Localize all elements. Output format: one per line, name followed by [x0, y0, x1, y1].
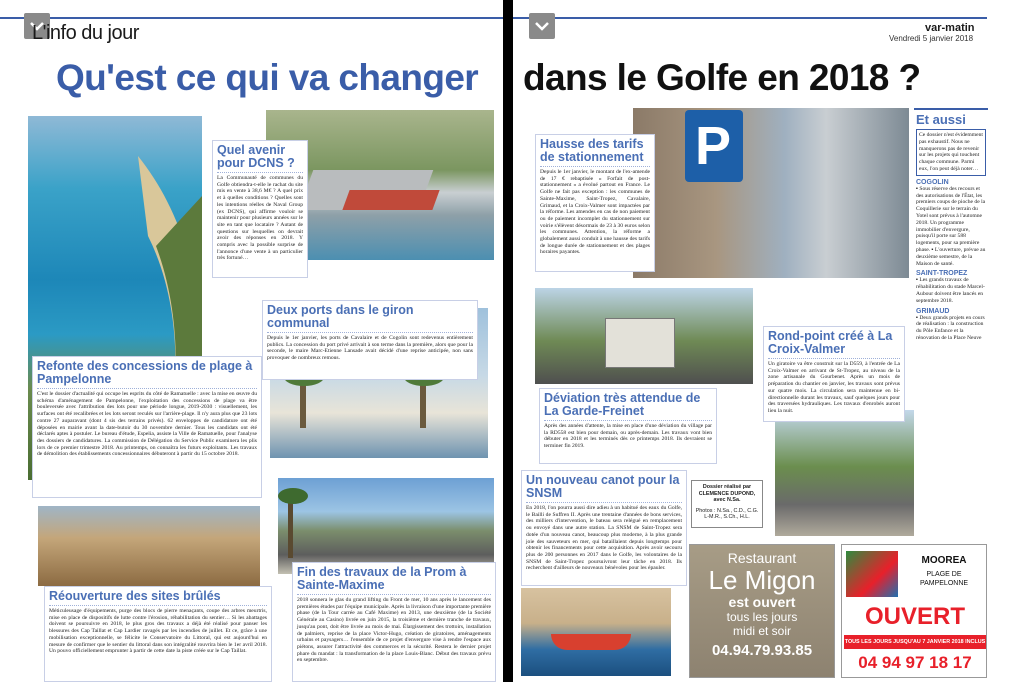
- ad-sub: PAMPELONNE: [919, 580, 969, 587]
- sidebar-text: ▪ Les grands travaux de réhabilitation du stade Marcel-Aubour doivent être lancés en septembre 2018.: [916, 277, 985, 304]
- ad-status: OUVERT: [864, 603, 965, 630]
- garde-freinet-road-photo: [535, 288, 753, 384]
- header-rule: [513, 17, 987, 19]
- ad-line: tous les jours: [726, 610, 798, 624]
- ad-phone: 04.94.79.93.85: [711, 642, 813, 659]
- snsm-boat-photo: [521, 588, 671, 676]
- sidebar-title: Et aussi: [916, 112, 966, 127]
- article-title: Un nouveau canot pour la SNSM: [526, 474, 682, 503]
- article-body: Depuis le 1er janvier, les ports de Cavalaire et de Cogolin sont redevenus entièrement publics. La concession du port privé arrivait à son terme dans la première, alors que pour la seconde, le maire Marc-Etienne Lansade avait décidé d'une reprise anticipée, non sans provoquer de nombreux remous.: [267, 335, 473, 362]
- credits-line: CLEMENCE DUPOND,: [698, 490, 756, 497]
- sidebar-town: SAINT-TROPEZ: [916, 270, 968, 278]
- article-deviation: [539, 388, 717, 464]
- burnt-site-photo: [38, 506, 260, 586]
- headline-right: dans le Golfe en 2018 ?: [523, 57, 921, 98]
- ad-phone: 04 94 97 18 17: [858, 653, 972, 672]
- sidebar-intro: Ce dossier n'est évidemment pas exhaustif. Nous ne manquerons pas de revenir sur les projets qui touchent chaque commune. Parmi eux, l'on peut déjà noter…: [916, 129, 986, 176]
- article-title: Rond-point créé à La Croix-Valmer: [768, 330, 900, 359]
- sidebar-text: ▪ Sous réserve des recours et des autorisations de l'État, les premiers coups de pioche de la Coquillerie sur le terrain du Yotel sont prévus à l'automne 2018. Un programme immobilier d'envergure, puisqu'il porte sur 588 logements, pour sa première phase. ▪ L'ouverture, prévue au deuxième semestre, de la Maison de santé.: [916, 185, 986, 267]
- ad-line: est ouvert: [728, 594, 796, 610]
- credits-box: [691, 480, 763, 528]
- ad-line: midi et soir: [732, 624, 791, 638]
- article-ports: [262, 300, 478, 380]
- article-title: Quel avenir pour DCNS ?: [217, 144, 303, 173]
- ad-brand: MOOREA: [921, 555, 967, 566]
- ad-hours: TOUS LES JOURS JUSQU'AU 7 JANVIER 2018 INCLUS: [844, 635, 986, 649]
- ad-restaurant-name: Le Migon: [708, 565, 816, 595]
- article-title: Déviation très attendue de La Garde-Freinet: [544, 392, 712, 421]
- ad-le-migon[interactable]: [689, 544, 835, 678]
- parking-meter-photo: [633, 108, 909, 278]
- right-page: [513, 0, 1017, 682]
- masthead: var-matin: [925, 22, 975, 34]
- sidebar-town: COGOLIN: [916, 178, 949, 186]
- ad-sub: PLAGE DE: [926, 571, 962, 578]
- article-sites-brules: [44, 586, 272, 682]
- article-body: 2018 sonnera le glas du grand lifting du Front de mer, 10 ans après le lancement des premières études par l'équipe municipale. Après la livraison d'une importante première phase (de la Tour carrée au Café Maxime) en 2013, une deuxième (de la Société Générale au Casino) livrée en juin 2015, la troisième et dernière tranche de travaux, jusqu'au pont, doit être livrée au mois de mai. Élargissement des trottoirs, installation de palmiers, reprise de la place Victor-Hugo, création de giratoires, aménagements urbains et paysagers… l'ensemble de ce projet d'envergure vise à rendre l'espace aux piétons, assurer l'attractivité des commerces et la sécurité. Restera le dernier projet phare du mandat : la transformation de la place Louis-Blanc. Début des travaux prévu en septembre.: [297, 597, 491, 664]
- headline-left: Qu'est ce qui va changer: [56, 57, 479, 98]
- article-title: Hausse des tarifs de stationnement: [540, 138, 650, 167]
- article-title: Deux ports dans le giron communal: [267, 304, 473, 333]
- article-body: En 2018, l'on pourra aussi dire adieu à un habitué des eaux du Golfe, le Bailli de Suffren II. Après une trentaine d'années de bons services, des milliers d'intervention, le bateau sera relégué en remplacement ou envoyé dans une autre station. La SNSM de Saint-Tropez sera dotée d'un nouveau canot, beaucoup plus moderne, à la plus grande joie des sauveteurs en mer, qui bataillaient depuis longtemps pour obtenir les financements pour cette acquisition. Après avoir secouru plus de 200 personnes en 2017 dans le Golfe, les volontaires de la SNSM de Saint-Tropez poursuivront leur tâche en 2018. Ils recherchent d'ailleurs de nouveaux bénévoles pour les épauler.: [526, 505, 682, 572]
- promenade-photo: [278, 478, 494, 574]
- right-page-menu-button[interactable]: [529, 13, 555, 39]
- sidebar-text: ▪ Deux grands projets en cours de réalisation : la construction du Pôle Enfance et la rénovation de la Place Neuve: [916, 314, 985, 341]
- article-snsm: [521, 470, 687, 586]
- credits-line: avec N.Sa.: [713, 497, 741, 504]
- article-body: Depuis le 1er janvier, le montant de l'ex-amende de 17 € rebaptisée « Forfait de post-stationnement » a évolué partout en France. Le Golfe ne fait pas exception : les communes de Sainte-Maxime, Saint-Tropez, Cavalaire, Grimaud, et la Croix-Valmer sont impactées par la réforme. Les amendes en cas de non paiement ou de paiement incomplet du stationnement sur voirie s'élèvent désormais de 23 à 30 euros selon les communes. Attention, la réforme a globalement aussi conduit à une hausse des tarifs de longue durée de stationnement et des plages horaires payantes.: [540, 169, 650, 256]
- article-body: Après des années d'attente, la mise en place d'une déviation du village par la RD558 est bien pour demain, ou après-demain. Les travaux vont bien débuter en 2018 et les terminés dès ce printemps 2018. Ils devraient se terminer fin 2019.: [544, 423, 712, 450]
- credits-line: L-M.R., S.Ch., H.L.: [704, 514, 750, 521]
- article-pampelonne: [32, 356, 262, 498]
- section-label: L'info du jour: [32, 22, 139, 44]
- article-dcns: [212, 140, 308, 278]
- credits-line: Dossier réalisé par: [702, 484, 752, 490]
- article-body: Méticuleusage d'équipements, purge des blocs de pierre menaçants, coupe des arbres meurtris, mise en place de dispositifs de lutte contre l'érosion, réhabilitation du sentier… Si les abattages doivent se poursuivre en 2018, le plus gros des travaux a déjà été réalisé pour panser les blessures des Cap Taillat et Cap Lardier ravagés par les incendies de juillet. Et ce, grâce à une mobilisation exceptionnelle, se félicite le Conservatoire du Littoral, qui est aujourd'hui en mesure de confirmer que le sentier du littoral dans son intégralité rouvrira bien le 1er avril 2018. Un pouvo officiellement emprunter à partir de cette date la piste créée sur le Cap Taillat.: [49, 608, 267, 655]
- article-body: C'est le dossier d'actualité qui occupe les esprits du côté de Ramatuelle : avec la mise en œuvre du schéma d'aménagement de Pampelonne, l'exploitation des concessions de plage va être bouleversée avec l'attribution des lots pour une période longue, 2019-2030 : visuellement, les surfaces ont été recalibrées et les lots seront reculés sur l'arrière-plage. Il n'y aura plus que 23 lots contre 27 auparavant (dont 4 sis des terrains privés). 62 enveloppes de candidature ont été déposées en mairie avant la date-butoir du 30 novembre dernier. Tous les candidats ont été déclarés aptes à postuler. Le bureau d'étude, Espelia, assiste la Ville de Ramatuelle, pour l'analyse des dossiers de candidatures. La commission de Délégation du Service Public examinera les plis lors de ce premier trimestre 2018. Au printemps, on connaîtra les futurs exploitants. Les travaux de démolition des établissements concessionnaires débuteront à partir du 15 octobre 2018.: [37, 391, 257, 458]
- date-line: Vendredi 5 janvier 2018: [889, 34, 974, 43]
- article-prom: [292, 562, 496, 682]
- chevron-down-icon: [535, 21, 549, 31]
- left-page: [0, 0, 503, 682]
- article-body: La Communauté de communes du Golfe obtiendra-t-elle le rachat du site mis en vente à 38,6 M€ ? A quel prix et à quelles conditions ? Quelles sont les intentions réelles de Naval Group (ex DCNS), qui affirme vouloir se maintenir pour plusieurs années sur le site en tant que locataire ? Autant de questions sur lesquelles on devrait avoir des réponses en 2018. Y compris avec la possible surprise de l'annonce d'une vente à un particulier très fortuné…: [217, 175, 303, 262]
- sidebar-town: GRIMAUD: [916, 307, 950, 315]
- article-title: Fin des travaux de la Prom à Sainte-Maxime: [297, 566, 491, 595]
- moorea-logo-art: [846, 551, 898, 597]
- header-rule: [0, 17, 503, 19]
- page-gutter: [503, 0, 513, 682]
- parking-p-sign: P: [695, 116, 732, 176]
- credits-line: Photos : N.Sa., C.D., C.G.: [695, 507, 759, 514]
- article-title: Refonte des concessions de plage à Pampelonne: [37, 360, 257, 389]
- et-aussi-sidebar: [914, 108, 988, 538]
- article-stationnement: [535, 134, 655, 272]
- article-rond-point: [763, 326, 905, 422]
- ad-line: Restaurant: [727, 550, 797, 566]
- article-body: Un giratoire va être construit sur la D559, à l'entrée de La Croix-Valmer en arrivant de St-Tropez, au niveau de la zone artisanale du Gourbenet. Après un mois de préparation du chantier en janvier, les travaux sont prévus sur quatre mois. La circulation sera maintenue en bi-directionnelle durant les travaux, sauf quelques jours pour des traversées hydrauliques. Les travaux d'enrobés auront lieu la nuit.: [768, 361, 900, 414]
- article-title: Réouverture des sites brûlés: [49, 590, 267, 606]
- ad-moorea[interactable]: [841, 544, 987, 678]
